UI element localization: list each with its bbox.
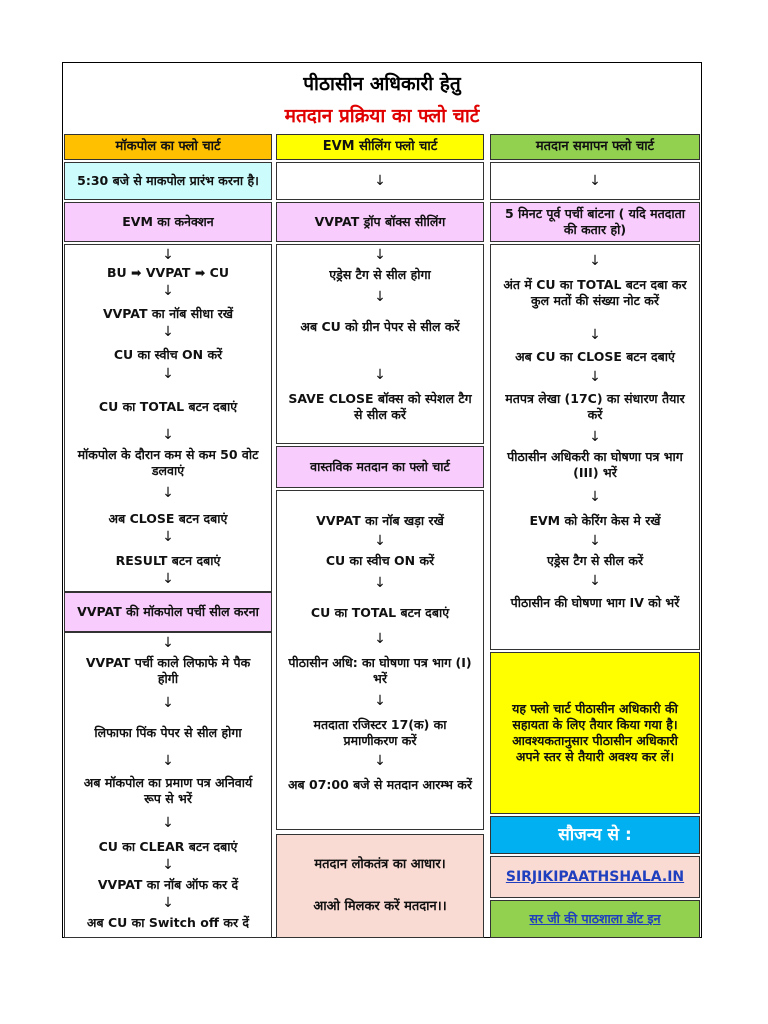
mockpoll-steps-2 xyxy=(64,632,272,938)
arrow-icon: ↓ xyxy=(162,815,174,831)
step-item: CU का स्वीच ON करें xyxy=(325,553,435,568)
step-item: अब CU का CLOSE बटन दबाएं xyxy=(515,349,675,364)
arrow-icon: ↓ xyxy=(162,857,174,873)
arrow-icon: ↓ xyxy=(589,533,601,549)
arrow-icon: ↓ xyxy=(162,895,174,911)
vvpat-slip-seal-box: VVPAT की मॉकपोल पर्ची सील करना xyxy=(64,592,272,632)
step-item: अब मॉकपोल का प्रमाण पत्र अनिवार्य रूप से भरें xyxy=(83,775,253,806)
arrow-icon: ↓ xyxy=(162,753,174,769)
arrow-icon: ↓ xyxy=(374,173,386,189)
header-mockpoll: मॉकपोल का फ्लो चार्ट xyxy=(64,134,272,160)
arrow-icon: ↓ xyxy=(162,366,174,382)
arrow-icon: ↓ xyxy=(589,173,601,189)
arrow-icon: ↓ xyxy=(162,571,174,587)
step-item: RESULT बटन दबाएं xyxy=(115,553,221,568)
step-item: EVM को केरिंग केस मे रखें xyxy=(529,513,661,528)
slogan-box xyxy=(276,834,484,938)
evm-sealing-arrow-cell xyxy=(276,162,484,200)
poll-closing-arrow-cell xyxy=(490,162,700,200)
arrow-icon: ↓ xyxy=(374,575,386,591)
actual-polling-steps xyxy=(276,490,484,830)
arrow-icon: ↓ xyxy=(589,489,601,505)
step-item: VVPAT का नॉब सीधा रखें xyxy=(102,306,234,321)
step-item: VVPAT का नॉब खड़ा रखें xyxy=(316,513,444,528)
arrow-icon: ↓ xyxy=(374,631,386,647)
arrow-icon: ↓ xyxy=(162,283,174,299)
step-item: CU का CLEAR बटन दबाएं xyxy=(98,839,238,854)
mockpoll-start-box: 5:30 बजे से माकपोल प्रारंभ करना है। xyxy=(64,162,272,200)
website-cell xyxy=(490,856,700,898)
arrow-icon: ↓ xyxy=(589,429,601,445)
evm-sealing-steps xyxy=(276,244,484,444)
arrow-icon: ↓ xyxy=(162,529,174,545)
step-item: VVPAT पर्ची काले लिफाफे मे पैक होगी xyxy=(85,655,251,686)
step-item: एड्रेस टैग से सील करें xyxy=(546,553,644,568)
note-box: यह फ्लो चार्ट पीठासीन अधिकारी की सहायता के लिए तैयार किया गया है। आवश्यकतानुसार पीठासीन अधिकारी अपने स्तर से तैयारी अवश्य कर लें। xyxy=(490,652,700,814)
step-item: अंत में CU का TOTAL बटन दबा कर कुल मतों की संख्या नोट करें xyxy=(503,277,687,308)
step-item: पीठासीन अधि: का घोषणा पत्र भाग (I) भरें xyxy=(288,655,472,686)
header-evm-sealing: EVM सीलिंग फ्लो चार्ट xyxy=(276,134,484,160)
arrow-icon: ↓ xyxy=(374,367,386,383)
step-item: CU का TOTAL बटन दबाएं xyxy=(98,399,238,414)
website-hindi-cell xyxy=(490,900,700,938)
header-poll-closing: मतदान समापन फ्लो चार्ट xyxy=(490,134,700,160)
vvpat-dropbox-sealing-box: VVPAT ड्रॉप बॉक्स सीलिंग xyxy=(276,202,484,242)
arrow-icon: ↓ xyxy=(589,573,601,589)
page-subtitle: मतदान प्रक्रिया का फ्लो चार्ट xyxy=(284,105,480,127)
step-item: पीठासीन अधिकरी का घोषणा पत्र भाग (III) भरें xyxy=(507,449,683,480)
arrow-icon: ↓ xyxy=(162,695,174,711)
step-item: एड्रेस टैग से सील होगा xyxy=(329,267,431,282)
slip-distribution-box: 5 मिनट पूर्व पर्ची बांटना ( यदि मतदाता की कतार हो) xyxy=(490,202,700,242)
credit-label: सौजन्य से : xyxy=(490,816,700,854)
step-item: मतपत्र लेखा (17C) का संधारण तैयार करें xyxy=(505,391,685,422)
arrow-icon: ↓ xyxy=(374,753,386,769)
website-hindi-link[interactable]: सर जी की पाठशाला डॉट इन xyxy=(529,911,661,926)
step-item: VVPAT का नॉब ऑफ कर दें xyxy=(97,877,239,892)
actual-polling-header-box: वास्तविक मतदान का फ्लो चार्ट xyxy=(276,446,484,488)
arrow-icon: ↓ xyxy=(374,693,386,709)
step-item: SAVE CLOSE बॉक्स को स्पेशल टैग से सील करें xyxy=(288,391,472,422)
step-item: अब CLOSE बटन दबाएं xyxy=(108,511,228,526)
step-item: अब 07:00 बजे से मतदान आरम्भ करें xyxy=(287,777,472,792)
arrow-icon: ↓ xyxy=(162,427,174,443)
step-item: CU का स्वीच ON करें xyxy=(113,347,223,362)
arrow-icon: ↓ xyxy=(162,635,174,651)
mockpoll-steps-1 xyxy=(64,244,272,592)
step-item: BU ➡ VVPAT ➡ CU xyxy=(107,265,229,280)
step-item: लिफाफा पिंक पेपर से सील होगा xyxy=(94,725,242,740)
step-item: CU का TOTAL बटन दबाएं xyxy=(310,605,450,620)
website-link[interactable]: SIRJIKIPAATHSHALA.IN xyxy=(505,869,685,885)
slogan-line-1: मतदान लोकतंत्र का आधार। xyxy=(314,857,446,872)
title-block xyxy=(62,62,702,134)
arrow-icon: ↓ xyxy=(162,485,174,501)
step-item: अब CU का Switch off कर दें xyxy=(86,915,250,930)
evm-connection-box: EVM का कनेक्शन xyxy=(64,202,272,242)
step-item: अब CU को ग्रीन पेपर से सील करें xyxy=(300,319,460,334)
poll-closing-steps xyxy=(490,244,700,650)
arrow-icon: ↓ xyxy=(162,247,174,263)
page-title: पीठासीन अधिकारी हेतु xyxy=(303,73,461,95)
step-item: मॉकपोल के दौरान कम से कम 50 वोट डलवाएं xyxy=(77,447,259,478)
arrow-icon: ↓ xyxy=(589,327,601,343)
arrow-icon: ↓ xyxy=(374,289,386,305)
slogan-line-2: आओ मिलकर करें मतदान।। xyxy=(313,899,447,914)
arrow-icon: ↓ xyxy=(589,369,601,385)
arrow-icon: ↓ xyxy=(589,253,601,269)
step-item: मतदाता रजिस्टर 17(क) का प्रमाणीकरण करें xyxy=(313,717,447,748)
arrow-icon: ↓ xyxy=(374,247,386,263)
step-item: पीठासीन की घोषणा भाग IV को भरें xyxy=(510,595,680,610)
arrow-icon: ↓ xyxy=(162,324,174,340)
arrow-icon: ↓ xyxy=(374,533,386,549)
